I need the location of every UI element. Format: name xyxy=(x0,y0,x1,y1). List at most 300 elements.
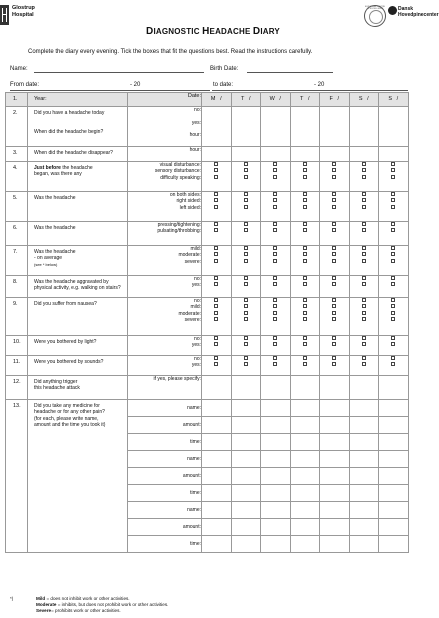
table-row xyxy=(6,356,409,376)
checkbox[interactable] xyxy=(214,342,218,346)
answer-cell[interactable] xyxy=(290,434,320,451)
checkbox[interactable] xyxy=(391,317,395,321)
checkbox[interactable] xyxy=(273,282,277,286)
answer-cell[interactable] xyxy=(202,502,232,519)
answer-cell xyxy=(379,356,409,376)
checkbox[interactable] xyxy=(391,205,395,209)
answer-labels: on both sides: right sided: left sided: xyxy=(128,192,202,222)
row-number: 2. xyxy=(6,107,28,147)
checkbox[interactable] xyxy=(332,162,336,166)
checkbox[interactable] xyxy=(332,362,336,366)
checkbox[interactable] xyxy=(214,259,218,263)
answer-cell[interactable] xyxy=(320,400,350,417)
checkbox[interactable] xyxy=(362,198,366,202)
answer-cell[interactable] xyxy=(290,376,320,400)
table-row xyxy=(6,222,409,246)
checkbox[interactable] xyxy=(214,311,218,315)
answer-labels: no: yes: xyxy=(128,336,202,356)
answer-cell[interactable] xyxy=(379,485,409,502)
answer-cell[interactable] xyxy=(349,107,379,147)
question: Were you bothered by sounds? xyxy=(28,356,128,376)
answer-cell[interactable] xyxy=(202,519,232,536)
answer-cell[interactable] xyxy=(231,519,261,536)
answer-cell[interactable] xyxy=(231,147,261,162)
checkbox[interactable] xyxy=(362,356,366,360)
checkbox[interactable] xyxy=(244,252,248,256)
checkbox[interactable] xyxy=(332,298,336,302)
answer-cell[interactable] xyxy=(379,502,409,519)
answer-cell[interactable] xyxy=(379,519,409,536)
to-date-field[interactable] xyxy=(212,90,408,91)
answer-cell[interactable] xyxy=(261,376,291,400)
answer-cell[interactable] xyxy=(231,536,261,553)
answer-cell[interactable] xyxy=(261,417,291,434)
answer-cell[interactable] xyxy=(202,536,232,553)
row-number: 7. xyxy=(6,246,28,276)
checkbox[interactable] xyxy=(214,222,218,226)
row-number: 11. xyxy=(6,356,28,376)
answer-cell xyxy=(231,336,261,356)
checkbox[interactable] xyxy=(303,222,307,226)
checkbox[interactable] xyxy=(273,192,277,196)
checkbox[interactable] xyxy=(214,304,218,308)
answer-cell xyxy=(261,222,291,246)
answer-cell[interactable] xyxy=(290,536,320,553)
answer-cell[interactable] xyxy=(290,400,320,417)
row-number: 6. xyxy=(6,222,28,246)
answer-cell[interactable] xyxy=(349,468,379,485)
answer-cell[interactable] xyxy=(231,485,261,502)
checkbox[interactable] xyxy=(362,246,366,250)
checkbox[interactable] xyxy=(214,298,218,302)
checkbox[interactable] xyxy=(273,304,277,308)
answer-cell xyxy=(231,222,261,246)
answer-cell xyxy=(290,246,320,276)
birth-date-field[interactable] xyxy=(247,72,333,73)
checkbox[interactable] xyxy=(273,162,277,166)
hospital-h-icon xyxy=(0,5,9,25)
answer-cell[interactable] xyxy=(231,434,261,451)
answer-cell[interactable] xyxy=(379,107,409,147)
checkbox[interactable] xyxy=(391,198,395,202)
answer-cell[interactable] xyxy=(320,519,350,536)
checkbox[interactable] xyxy=(303,205,307,209)
answer-cell xyxy=(290,192,320,222)
answer-cell[interactable] xyxy=(231,376,261,400)
checkbox[interactable] xyxy=(362,304,366,308)
answer-cell xyxy=(290,298,320,336)
from-date-field[interactable] xyxy=(10,90,210,91)
checkbox[interactable] xyxy=(303,228,307,232)
checkbox[interactable] xyxy=(332,205,336,209)
checkbox[interactable] xyxy=(273,342,277,346)
answer-cell[interactable] xyxy=(349,519,379,536)
checkbox[interactable] xyxy=(244,342,248,346)
answer-cell[interactable] xyxy=(261,107,291,147)
day-wednesday[interactable]: W / xyxy=(261,93,291,107)
answer-cell[interactable] xyxy=(320,468,350,485)
answer-cell xyxy=(202,246,232,276)
answer-cell[interactable] xyxy=(202,417,232,434)
checkbox[interactable] xyxy=(362,276,366,280)
answer-cell[interactable] xyxy=(261,400,291,417)
checkbox[interactable] xyxy=(273,198,277,202)
day-saturday[interactable]: S / xyxy=(349,93,379,107)
answer-cell[interactable] xyxy=(379,434,409,451)
answer-cell[interactable] xyxy=(320,485,350,502)
answer-cell[interactable] xyxy=(320,376,350,400)
checkbox[interactable] xyxy=(273,228,277,232)
answer-cell xyxy=(349,246,379,276)
checkbox[interactable] xyxy=(332,246,336,250)
answer-cell[interactable] xyxy=(379,451,409,468)
answer-cell xyxy=(320,222,350,246)
birth-date-label: Birth Date: xyxy=(210,66,239,72)
checkbox[interactable] xyxy=(332,259,336,263)
answer-cell[interactable] xyxy=(202,147,232,162)
checkbox[interactable] xyxy=(244,259,248,263)
checkbox[interactable] xyxy=(273,259,277,263)
answer-cell[interactable] xyxy=(202,376,232,400)
checkbox[interactable] xyxy=(303,362,307,366)
checkbox[interactable] xyxy=(273,168,277,172)
table-row xyxy=(6,336,409,356)
checkbox[interactable] xyxy=(391,356,395,360)
checkbox[interactable] xyxy=(214,198,218,202)
checkbox[interactable] xyxy=(303,162,307,166)
checkbox[interactable] xyxy=(332,336,336,340)
checkbox[interactable] xyxy=(214,356,218,360)
checkbox[interactable] xyxy=(391,304,395,308)
answer-cell[interactable] xyxy=(231,417,261,434)
answer-cell[interactable] xyxy=(202,485,232,502)
medicine-amount-label: amount: xyxy=(128,468,202,485)
day-sunday[interactable]: S / xyxy=(379,93,409,107)
checkbox[interactable] xyxy=(244,222,248,226)
checkbox[interactable] xyxy=(332,311,336,315)
checkbox[interactable] xyxy=(332,228,336,232)
answer-cell[interactable] xyxy=(290,519,320,536)
checkbox[interactable] xyxy=(244,304,248,308)
checkbox[interactable] xyxy=(244,168,248,172)
question: Did anything trigger this headache attack xyxy=(28,376,128,400)
answer-cell[interactable] xyxy=(349,417,379,434)
checkbox[interactable] xyxy=(391,228,395,232)
name-field[interactable] xyxy=(34,72,204,73)
checkbox[interactable] xyxy=(332,282,336,286)
checkbox[interactable] xyxy=(273,205,277,209)
checkbox[interactable] xyxy=(303,246,307,250)
answer-cell[interactable] xyxy=(379,147,409,162)
checkbox[interactable] xyxy=(391,282,395,286)
answer-cell[interactable] xyxy=(261,485,291,502)
checkbox[interactable] xyxy=(303,282,307,286)
answer-cell[interactable] xyxy=(320,434,350,451)
answer-cell xyxy=(379,162,409,192)
checkbox[interactable] xyxy=(303,311,307,315)
checkbox[interactable] xyxy=(332,175,336,179)
question: Did you take any medicine for headache or for any other pain? (for each, please write name, amount and the time you took it) xyxy=(28,400,128,553)
checkbox[interactable] xyxy=(332,317,336,321)
checkbox[interactable] xyxy=(362,342,366,346)
checkbox[interactable] xyxy=(244,205,248,209)
medicine-name-label: name: xyxy=(128,451,202,468)
answer-cell xyxy=(320,356,350,376)
answer-cell[interactable] xyxy=(320,147,350,162)
answer-cell[interactable] xyxy=(231,107,261,147)
answer-cell[interactable] xyxy=(320,107,350,147)
checkbox[interactable] xyxy=(273,175,277,179)
checkbox[interactable] xyxy=(303,252,307,256)
checkbox[interactable] xyxy=(214,228,218,232)
checkbox[interactable] xyxy=(303,198,307,202)
question: Just before the headache began, was there any xyxy=(28,162,128,192)
answer-cell[interactable] xyxy=(261,502,291,519)
checkbox[interactable] xyxy=(391,336,395,340)
checkbox[interactable] xyxy=(244,298,248,302)
answer-cell[interactable] xyxy=(379,468,409,485)
to-year: - 20 xyxy=(314,82,325,88)
checkbox[interactable] xyxy=(362,252,366,256)
checkbox[interactable] xyxy=(273,252,277,256)
answer-cell[interactable] xyxy=(379,400,409,417)
instructions: Complete the diary every evening. Tick the boxes that fit the questions best. Read the instructions carefully. xyxy=(28,49,313,55)
checkbox[interactable] xyxy=(332,276,336,280)
answer-cell[interactable] xyxy=(231,468,261,485)
checkbox[interactable] xyxy=(303,356,307,360)
answer-cell[interactable] xyxy=(290,485,320,502)
answer-cell xyxy=(320,336,350,356)
answer-cell[interactable] xyxy=(261,536,291,553)
checkbox[interactable] xyxy=(391,162,395,166)
checkbox[interactable] xyxy=(303,342,307,346)
checkbox[interactable] xyxy=(214,282,218,286)
checkbox[interactable] xyxy=(244,282,248,286)
answer-cell[interactable] xyxy=(290,468,320,485)
checkbox[interactable] xyxy=(362,362,366,366)
checkbox[interactable] xyxy=(244,317,248,321)
checkbox[interactable] xyxy=(303,336,307,340)
day-tuesday[interactable]: T / xyxy=(231,93,261,107)
checkbox[interactable] xyxy=(214,252,218,256)
title-h: H xyxy=(202,26,210,37)
checkbox[interactable] xyxy=(303,298,307,302)
question: Was the headache - on average (see * below) xyxy=(28,246,128,276)
checkbox[interactable] xyxy=(391,222,395,226)
checkbox[interactable] xyxy=(391,246,395,250)
footnote-marker: *) xyxy=(10,596,14,601)
checkbox[interactable] xyxy=(362,162,366,166)
answer-cell xyxy=(202,336,232,356)
checkbox[interactable] xyxy=(332,198,336,202)
answer-cell xyxy=(320,298,350,336)
checkbox[interactable] xyxy=(303,276,307,280)
answer-cell xyxy=(290,336,320,356)
checkbox[interactable] xyxy=(244,175,248,179)
answer-cell[interactable] xyxy=(290,417,320,434)
answer-cell[interactable] xyxy=(320,536,350,553)
checkbox[interactable] xyxy=(362,228,366,232)
checkbox[interactable] xyxy=(332,252,336,256)
answer-cell xyxy=(290,356,320,376)
checkbox[interactable] xyxy=(362,192,366,196)
answer-cell[interactable] xyxy=(349,536,379,553)
day-monday[interactable]: M / xyxy=(202,93,232,107)
checkbox[interactable] xyxy=(391,342,395,346)
checkbox[interactable] xyxy=(303,259,307,263)
checkbox[interactable] xyxy=(244,276,248,280)
checkbox[interactable] xyxy=(362,311,366,315)
checkbox[interactable] xyxy=(214,162,218,166)
answer-cell xyxy=(231,246,261,276)
checkbox[interactable] xyxy=(273,276,277,280)
answer-cell[interactable] xyxy=(231,451,261,468)
checkbox[interactable] xyxy=(391,175,395,179)
answer-cell xyxy=(349,356,379,376)
checkbox[interactable] xyxy=(273,311,277,315)
checkbox[interactable] xyxy=(391,362,395,366)
answer-cell xyxy=(231,276,261,298)
checkbox[interactable] xyxy=(273,298,277,302)
checkbox[interactable] xyxy=(273,222,277,226)
title-iagnostic: IAGNOSTIC xyxy=(153,27,203,36)
checkbox[interactable] xyxy=(214,192,218,196)
answer-cell[interactable] xyxy=(231,400,261,417)
answer-cell[interactable] xyxy=(261,451,291,468)
checkbox[interactable] xyxy=(214,168,218,172)
answer-cell[interactable] xyxy=(349,400,379,417)
answer-cell[interactable] xyxy=(202,107,232,147)
answer-cell[interactable] xyxy=(379,536,409,553)
checkbox[interactable] xyxy=(391,276,395,280)
checkbox[interactable] xyxy=(362,336,366,340)
checkbox[interactable] xyxy=(391,259,395,263)
answer-cell[interactable] xyxy=(290,502,320,519)
checkbox[interactable] xyxy=(303,175,307,179)
answer-cell[interactable] xyxy=(320,502,350,519)
answer-cell[interactable] xyxy=(349,376,379,400)
answer-cell[interactable] xyxy=(349,434,379,451)
checkbox[interactable] xyxy=(391,168,395,172)
checkbox[interactable] xyxy=(391,192,395,196)
checkbox[interactable] xyxy=(244,311,248,315)
checkbox[interactable] xyxy=(391,311,395,315)
checkbox[interactable] xyxy=(332,222,336,226)
answer-cell xyxy=(202,298,232,336)
checkbox[interactable] xyxy=(244,198,248,202)
answer-cell[interactable] xyxy=(202,400,232,417)
checkbox[interactable] xyxy=(273,356,277,360)
row-number: 1. xyxy=(6,93,28,107)
checkbox[interactable] xyxy=(303,168,307,172)
checkbox[interactable] xyxy=(303,304,307,308)
answer-cell xyxy=(379,222,409,246)
answer-cell[interactable] xyxy=(320,451,350,468)
checkbox[interactable] xyxy=(244,356,248,360)
answer-cell[interactable] xyxy=(349,147,379,162)
day-friday[interactable]: F / xyxy=(320,93,350,107)
checkbox[interactable] xyxy=(332,356,336,360)
checkbox[interactable] xyxy=(214,336,218,340)
answer-cell[interactable] xyxy=(261,468,291,485)
checkbox[interactable] xyxy=(214,205,218,209)
checkbox[interactable] xyxy=(214,276,218,280)
checkbox[interactable] xyxy=(214,175,218,179)
answer-cell[interactable] xyxy=(379,417,409,434)
answer-cell[interactable] xyxy=(202,434,232,451)
checkbox[interactable] xyxy=(244,246,248,250)
answer-cell[interactable] xyxy=(320,417,350,434)
answer-cell[interactable] xyxy=(379,376,409,400)
answer-labels: visual disturbance: sensory disturbance: difficulty speaking: xyxy=(128,162,202,192)
checkbox[interactable] xyxy=(273,336,277,340)
answer-cell xyxy=(202,276,232,298)
checkbox[interactable] xyxy=(244,228,248,232)
checkbox[interactable] xyxy=(303,192,307,196)
checkbox[interactable] xyxy=(332,192,336,196)
checkbox[interactable] xyxy=(244,162,248,166)
checkbox[interactable] xyxy=(362,168,366,172)
answer-cell[interactable] xyxy=(261,434,291,451)
table-row xyxy=(6,147,409,162)
checkbox[interactable] xyxy=(362,317,366,321)
checkbox[interactable] xyxy=(244,362,248,366)
checkbox[interactable] xyxy=(303,317,307,321)
answer-cell[interactable] xyxy=(349,502,379,519)
checkbox[interactable] xyxy=(362,205,366,209)
checkbox[interactable] xyxy=(332,168,336,172)
answer-cell[interactable] xyxy=(349,451,379,468)
answer-cell[interactable] xyxy=(349,485,379,502)
answer-cell[interactable] xyxy=(261,147,291,162)
answer-cell[interactable] xyxy=(231,502,261,519)
checkbox[interactable] xyxy=(391,252,395,256)
checkbox[interactable] xyxy=(362,259,366,263)
answer-cell xyxy=(261,276,291,298)
question: Were you bothered by light? xyxy=(28,336,128,356)
checkbox[interactable] xyxy=(332,304,336,308)
checkbox[interactable] xyxy=(214,362,218,366)
answer-cell[interactable] xyxy=(290,147,320,162)
checkbox[interactable] xyxy=(244,192,248,196)
answer-cell[interactable] xyxy=(261,519,291,536)
checkbox[interactable] xyxy=(273,317,277,321)
answer-labels: no: yes: hour: xyxy=(128,107,202,147)
checkbox[interactable] xyxy=(362,298,366,302)
answer-cell[interactable] xyxy=(202,451,232,468)
footnote-text: Mild = does not inhibit work or other activities. Moderate = inhibits, but does not prohibit work or other activities. Severe= prohibits work or other activities. xyxy=(36,596,169,613)
day-thursday[interactable]: T / xyxy=(290,93,320,107)
checkbox[interactable] xyxy=(362,175,366,179)
checkbox[interactable] xyxy=(391,298,395,302)
table-row xyxy=(6,298,409,336)
checkbox[interactable] xyxy=(362,222,366,226)
answer-cell[interactable] xyxy=(202,468,232,485)
checkbox[interactable] xyxy=(362,282,366,286)
checkbox[interactable] xyxy=(214,246,218,250)
answer-cell xyxy=(231,162,261,192)
checkbox[interactable] xyxy=(214,317,218,321)
answer-cell xyxy=(231,192,261,222)
question: Was the headache xyxy=(28,192,128,222)
answer-cell xyxy=(202,192,232,222)
answer-cell[interactable] xyxy=(290,451,320,468)
checkbox[interactable] xyxy=(332,342,336,346)
checkbox[interactable] xyxy=(244,336,248,340)
answer-cell[interactable] xyxy=(290,107,320,147)
checkbox[interactable] xyxy=(273,362,277,366)
checkbox[interactable] xyxy=(273,246,277,250)
